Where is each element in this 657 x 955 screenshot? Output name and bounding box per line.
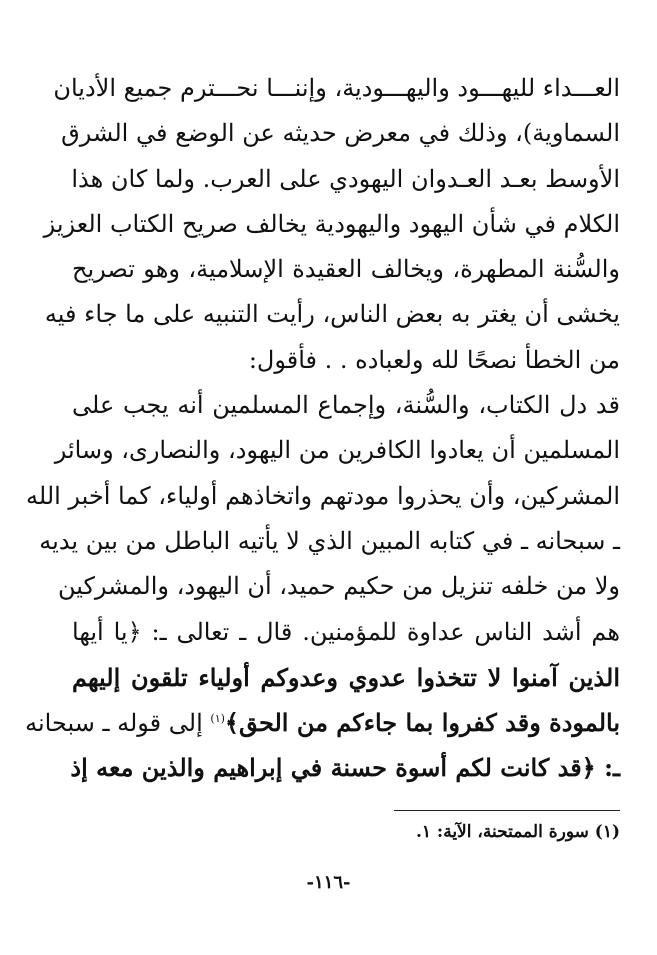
quran-quote-line: الذين آمنوا لا تتخذوا عدوي وعدوكم أولياء تلقون إليهم [72, 662, 620, 692]
text-line: الكلام في شأن اليهود واليهودية يخالف صريح الكتاب العزيز [43, 209, 620, 238]
text-line: ـ سبحانه ـ في كتابه المبين الذي لا يأتيه الباطل من بين يديه [39, 526, 620, 555]
text-line: المسلمين أن يعادوا الكافرين من اليهود، والنصارى، وسائر [54, 436, 620, 465]
footnote-divider [394, 810, 620, 811]
footnote: (١) سورة الممتحنة، الآية: ١. [415, 822, 620, 842]
text-line: ولا من خلفه تنزيل من حكيم حميد، أن اليهود، والمشركين [57, 572, 620, 601]
continuation-text: إلى قوله ـ سبحانه [25, 709, 211, 738]
text-line [25, 700, 620, 745]
quran-quote: بالمودة وقد كفروا بما جاءكم من الحق﴾ [224, 708, 620, 738]
text-line: العـــداء لليهـــود واليهـــودية، وإننـــا نحـــترم جميع الأديان [53, 74, 620, 102]
body-text [25, 66, 620, 791]
text-line: يخشى أن يغتر به بعض الناس، رأيت التنبيه على ما جاء فيه [44, 300, 620, 329]
text-line: هم أشد الناس عداوة للمؤمنين. قال ـ تعالى ـ: ﴿يا أيها [72, 617, 620, 646]
text-line: من الخطأ نصحًا لله ولعباده . . فأقول: [248, 345, 620, 374]
text-line: المشركين، وأن يحذروا مودتهم واتخاذهم أولياء، كما أخبر الله [26, 481, 620, 510]
footnote-ref: (١) [210, 712, 225, 726]
text-line: قد دل الكتاب، والسُّنة، وإجماع المسلمين أنه يجب على [72, 391, 620, 420]
page-number: -١١٦- [306, 872, 351, 893]
text-line: والسُّنة المطهرة، ويخالف العقيدة الإسلامية، وهو تصريح [72, 255, 620, 284]
text-line: الأوسط بعـد العـدوان اليهودي على العرب. ولما كان هذا [71, 164, 620, 193]
text-line: السماوية)، وذلك في معرض حديثه عن الوضع في الشرق [61, 119, 620, 148]
quran-quote-line: ـ: ﴿قد كانت لكم أسوة حسنة في إبراهيم والذين معه إذ [70, 753, 620, 783]
